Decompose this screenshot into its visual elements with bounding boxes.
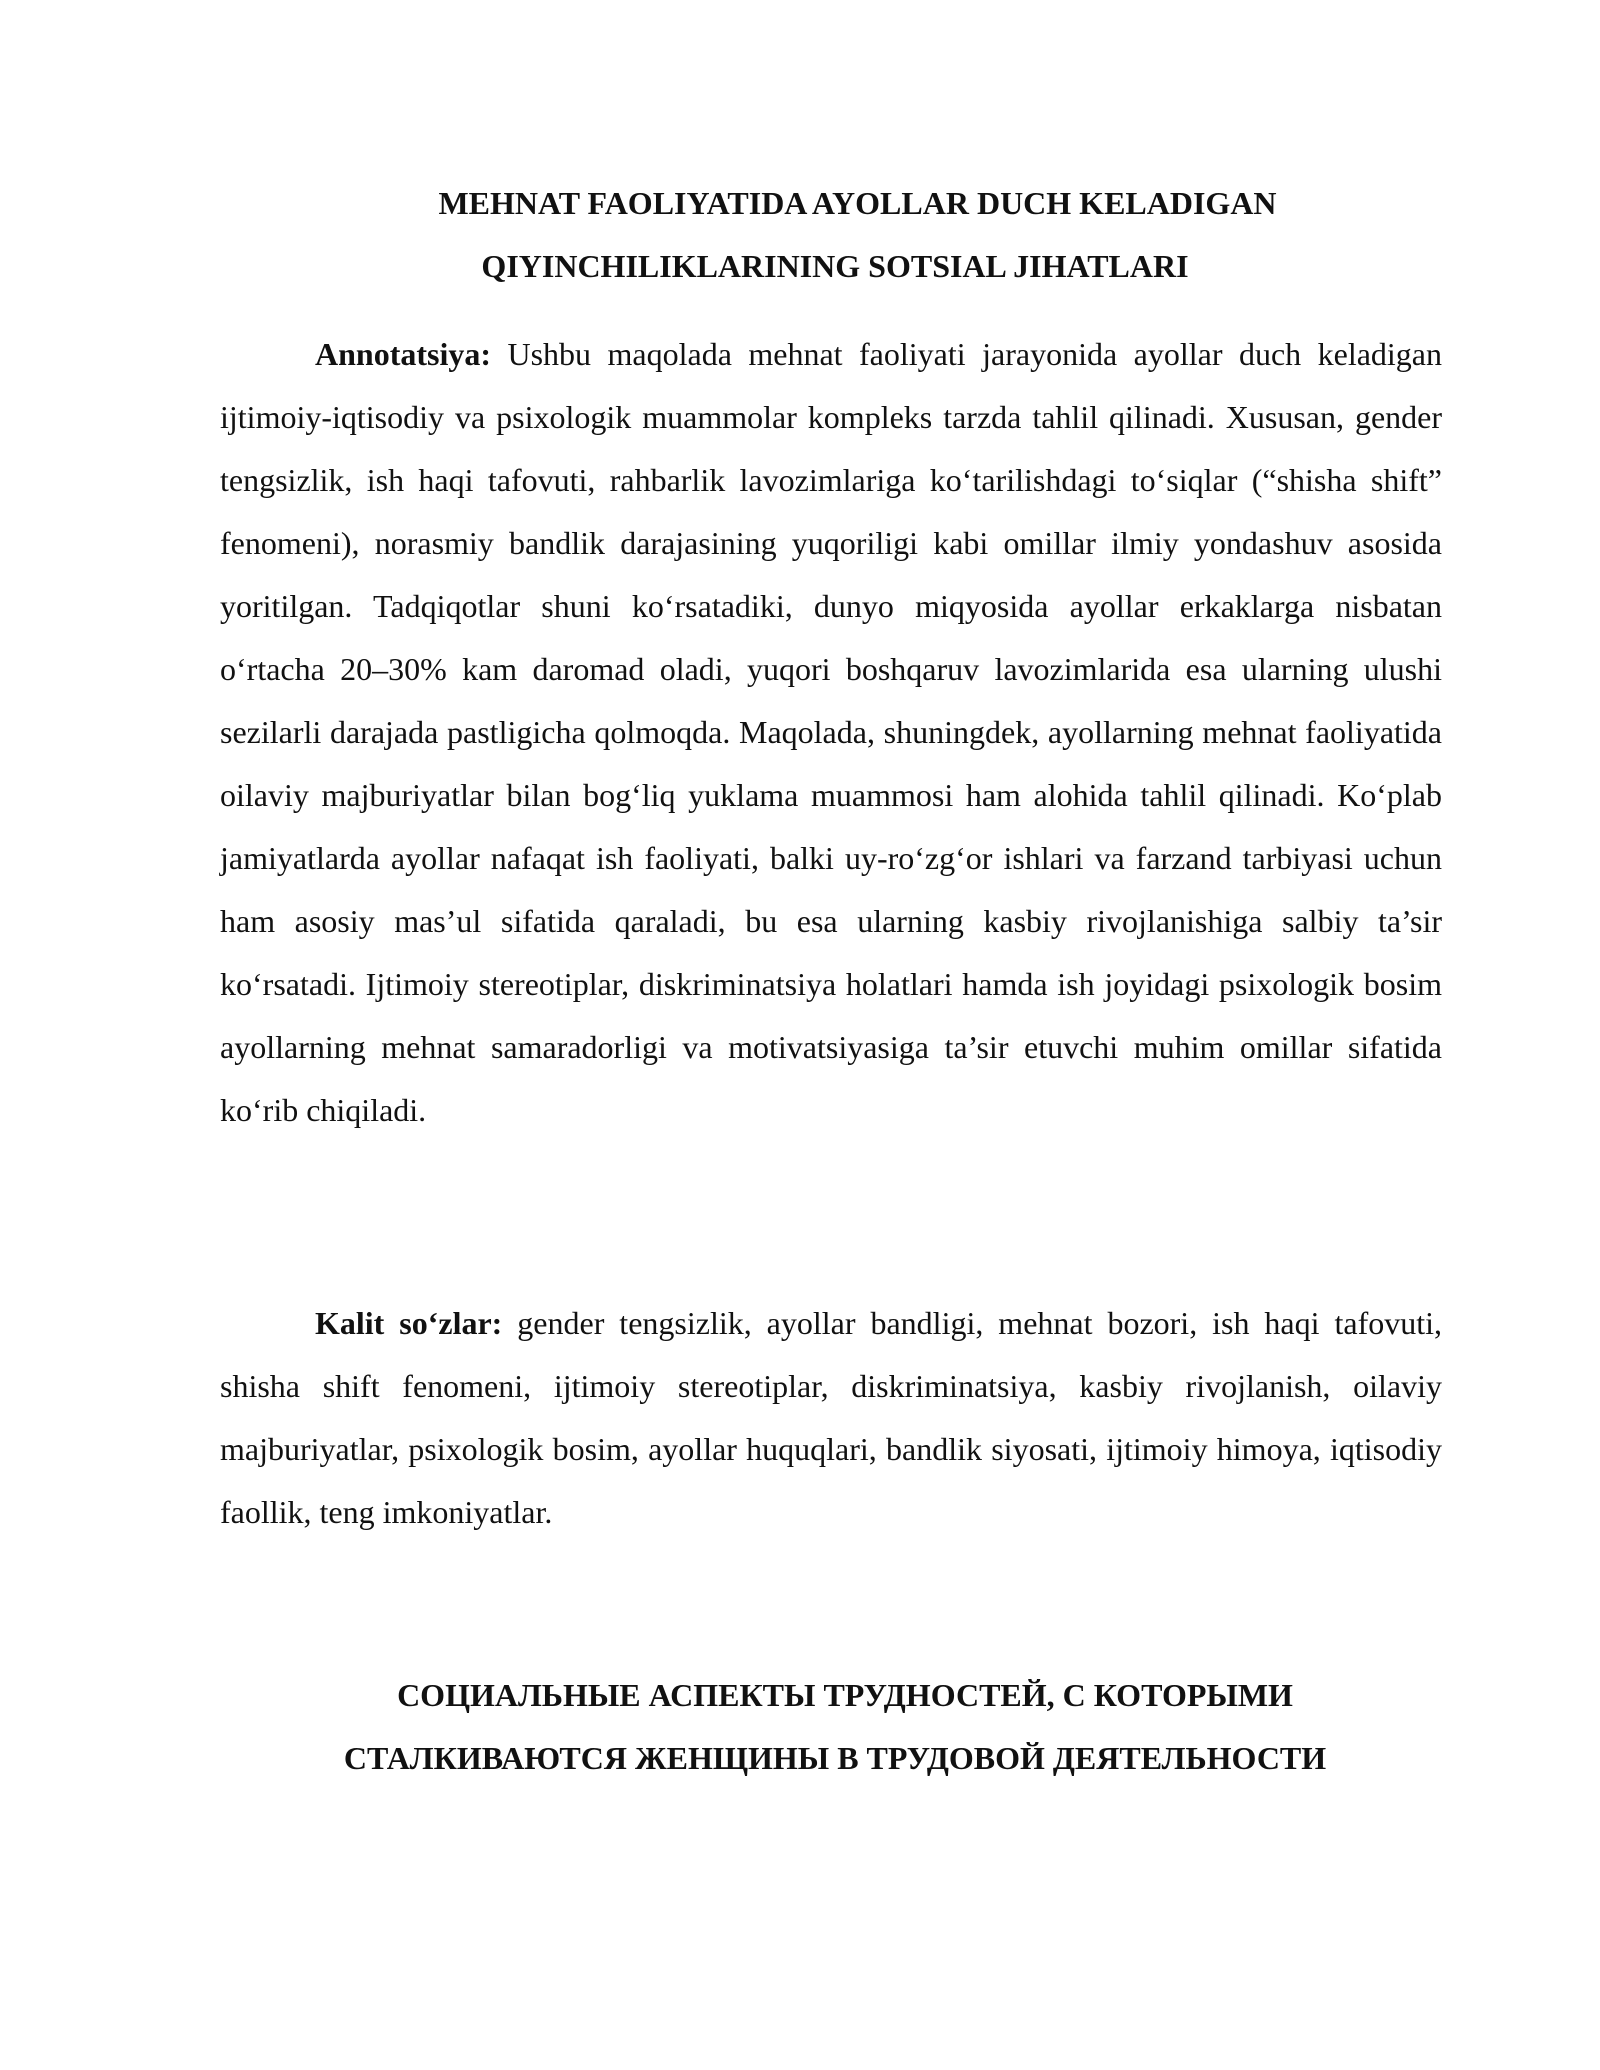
ru-title (220, 1664, 1440, 1790)
keywords-paragraph (220, 1292, 1442, 1544)
ru-title-line-2: СТАЛКИВАЮТСЯ ЖЕНЩИНЫ В ТРУДОВОЙ ДЕЯТЕЛЬНОСТИ (343, 1740, 1327, 1776)
uz-title-line-1: MEHNAT FAOLIYATIDA AYOLLAR DUCH KELADIGAN (438, 185, 1277, 221)
abstract-text: Ushbu maqolada mehnat faoliyati jarayonida ayollar duch keladigan ijtimoiy-iqtisodiy va psixologik muammolar kompleks tarzda tahlil qilinadi. Xususan, gender tengsizlik, ish haqi tafovuti, rahbarlik lavozimlariga ko‘tarilishdagi to‘siqlar (“shisha shift” fenomeni), norasmiy bandlik darajasining yuqoriligi kabi omillar ilmiy yondashuv asosida yoritilgan. Tadqiqotlar shuni ko‘rsatadiki, dunyo miqyosida ayollar erkaklarga nisbatan o‘rtacha 20–30% kam daromad oladi, yuqori boshqaruv lavozimlarida esa ularning ulushi sezilarli darajada pastligicha qolmoqda. Maqolada, shuningdek, ayollarning mehnat faoliyatida oilaviy majburiyatlar bilan bog‘liq yuklama muammosi ham alohida tahlil qilinadi. Ko‘plab jamiyatlarda ayollar nafaqat ish faoliyati, balki uy-ro‘zg‘or ishlari va farzand tarbiyasi uchun ham asosiy mas’ul sifatida qaraladi, bu esa ularning kasbiy rivojlanishiga salbiy ta’sir ko‘rsatadi. Ijtimoiy stereotiplar, diskriminatsiya holatlari hamda ish joyidagi psixologik bosim ayollarning mehnat samaradorligi va motivatsiyasiga ta’sir etuvchi muhim omillar sifatida ko‘rib chiqiladi. (220, 336, 1443, 1128)
keywords-label: Kalit so‘zlar: (315, 1305, 503, 1341)
abstract-label: Annotatsiya: (315, 336, 492, 372)
uz-title (220, 172, 1440, 298)
uz-title-line-2: QIYINCHILIKLARINING SOTSIAL JIHATLARI (481, 248, 1189, 284)
ru-title-line-1: СОЦИАЛЬНЫЕ АСПЕКТЫ ТРУДНОСТЕЙ, С КОТОРЫМИ (397, 1677, 1293, 1713)
keywords-text: gender tengsizlik, ayollar bandligi, mehnat bozori, ish haqi tafovuti, shisha shift fenomeni, ijtimoiy stereotiplar, diskriminatsiya, kasbiy rivojlanish, oilaviy majburiyatlar, psixologik bosim, ayollar huquqlari, bandlik siyosati, ijtimoiy himoya, iqtisodiy faollik, teng imkoniyatlar. (220, 1305, 1443, 1530)
abstract-paragraph (220, 323, 1442, 1142)
